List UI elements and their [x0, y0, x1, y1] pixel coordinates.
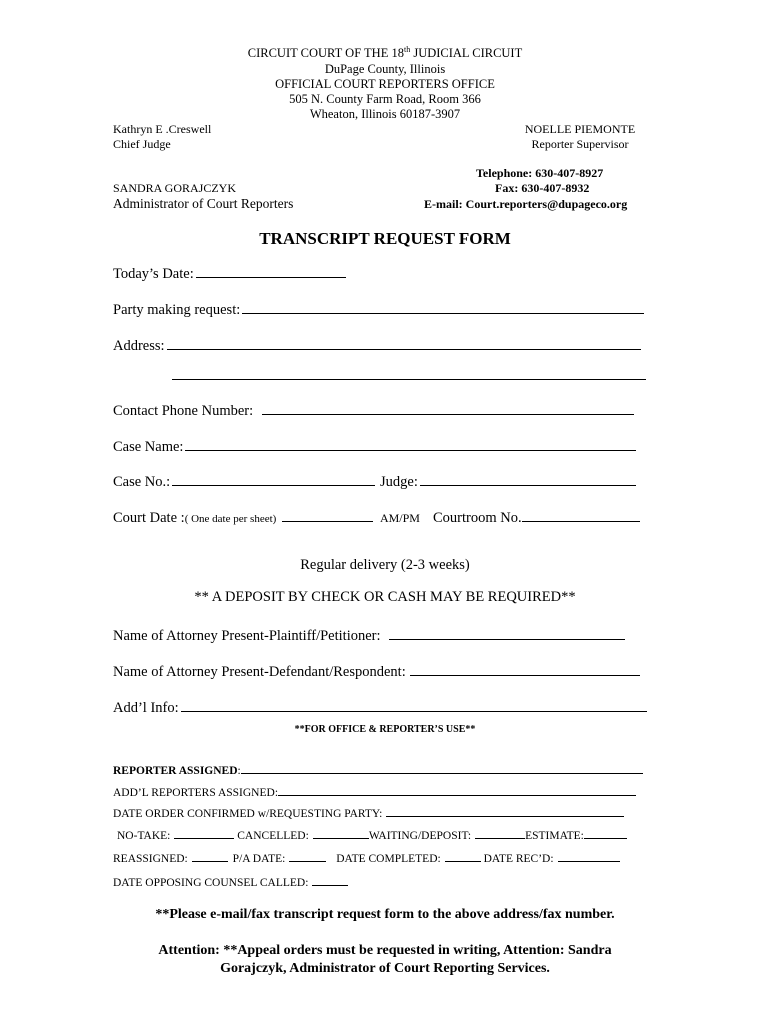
date-recd-input-line[interactable] — [558, 849, 620, 862]
court-date-field[interactable]: Court Date :( One date per sheet) AM/PM — [113, 506, 420, 528]
address-field[interactable]: Address: — [113, 334, 641, 355]
email-address[interactable]: E-mail: Court.reporters@dupageco.org — [424, 197, 628, 211]
phone-input-line[interactable] — [262, 399, 634, 415]
office-use-heading: **FOR OFFICE & REPORTER’S USE** — [294, 724, 476, 735]
reporter-assigned-input-line[interactable] — [241, 761, 643, 774]
address-input-line-1[interactable] — [167, 334, 641, 350]
address-input-line-2[interactable] — [172, 364, 646, 380]
court-name-line: CIRCUIT COURT OF THE 18th JUDICIAL CIRCUIT — [247, 44, 523, 60]
chief-judge-title: Chief Judge — [113, 137, 171, 151]
county-line: DuPage County, Illinois — [324, 62, 446, 76]
waiting-deposit-input-line[interactable] — [475, 826, 525, 839]
delivery-option: Regular delivery (2-3 weeks) — [300, 557, 470, 573]
chief-judge-name: Kathryn E .Creswell — [113, 122, 212, 136]
party-input-line[interactable] — [242, 298, 644, 314]
estimate-input-line[interactable] — [584, 826, 627, 839]
deposit-notice: ** A DEPOSIT BY CHECK OR CASH MAY BE REQUIRED** — [194, 589, 576, 605]
addl-reporters-field[interactable]: ADD’L REPORTERS ASSIGNED: — [113, 783, 636, 800]
no-take-input-line[interactable] — [174, 826, 234, 839]
address-field-line-2[interactable] — [170, 364, 646, 385]
attorney-defendant-input-line[interactable] — [410, 660, 640, 676]
case-name-field[interactable]: Case Name: — [113, 435, 636, 456]
address-line-2: Wheaton, Illinois 60187-3907 — [309, 107, 461, 121]
case-name-input-line[interactable] — [185, 435, 636, 451]
courtroom-field[interactable]: Courtroom No. — [433, 506, 640, 527]
form-title: TRANSCRIPT REQUEST FORM — [259, 229, 511, 248]
date-confirmed-field[interactable]: DATE ORDER CONFIRMED w/REQUESTING PARTY: — [113, 804, 624, 821]
address-line-1: 505 N. County Farm Road, Room 366 — [289, 92, 481, 106]
case-no-field[interactable]: Case No.: — [113, 470, 375, 491]
attorney-plaintiff-input-line[interactable] — [389, 624, 625, 640]
administrator-name: SANDRA GORAJCZYK — [113, 181, 237, 195]
submission-instruction: **Please e-mail/fax transcript request form to the above address/fax number. — [155, 907, 615, 922]
telephone-number: Telephone: 630-407-8927 — [476, 166, 604, 180]
todays-date-field[interactable]: Today’s Date: — [113, 262, 346, 283]
supervisor-name: NOELLE PIEMONTE — [524, 122, 636, 136]
supervisor-title: Reporter Supervisor — [531, 137, 629, 151]
office-line: OFFICIAL COURT REPORTERS OFFICE — [275, 77, 495, 91]
case-no-input-line[interactable] — [172, 470, 375, 486]
administrator-title: Administrator of Court Reporters — [113, 196, 294, 211]
reassigned-input-line[interactable] — [192, 849, 228, 862]
party-field[interactable]: Party making request: — [113, 298, 644, 319]
courtroom-input-line[interactable] — [522, 506, 640, 522]
cancelled-input-line[interactable] — [313, 826, 369, 839]
appeal-attention-line-2: Gorajczyk, Administrator of Court Reporting Services. — [220, 961, 550, 976]
attorney-defendant-field[interactable]: Name of Attorney Present-Defendant/Respondent: — [113, 660, 640, 681]
date-completed-input-line[interactable] — [445, 849, 481, 862]
todays-date-input-line[interactable] — [196, 262, 346, 278]
addl-reporters-input-line[interactable] — [278, 783, 636, 796]
opposing-counsel-input-line[interactable] — [312, 873, 348, 886]
attorney-plaintiff-field[interactable]: Name of Attorney Present-Plaintiff/Petitioner: — [113, 624, 625, 645]
fax-number: Fax: 630-407-8932 — [495, 181, 590, 195]
judge-field[interactable]: Judge: — [380, 470, 636, 491]
status-row-2[interactable]: REASSIGNED: P/A DATE: DATE COMPLETED: DATE REC’D: — [113, 849, 620, 866]
addl-info-input-line[interactable] — [181, 696, 647, 712]
opposing-counsel-field[interactable]: DATE OPPOSING COUNSEL CALLED: — [113, 873, 348, 890]
date-confirmed-input-line[interactable] — [386, 804, 624, 817]
status-row-1[interactable]: NO-TAKE: CANCELLED: WAITING/DEPOSIT: ESTIMATE: — [117, 826, 627, 843]
reporter-assigned-field[interactable]: REPORTER ASSIGNED: — [113, 761, 643, 778]
phone-field[interactable]: Contact Phone Number: — [113, 399, 634, 420]
court-date-input-line[interactable] — [282, 506, 373, 522]
pa-date-input-line[interactable] — [289, 849, 326, 862]
judge-input-line[interactable] — [420, 470, 636, 486]
addl-info-field[interactable]: Add’l Info: — [113, 696, 647, 717]
appeal-attention-line-1: Attention: **Appeal orders must be requested in writing, Attention: Sandra — [158, 943, 612, 958]
